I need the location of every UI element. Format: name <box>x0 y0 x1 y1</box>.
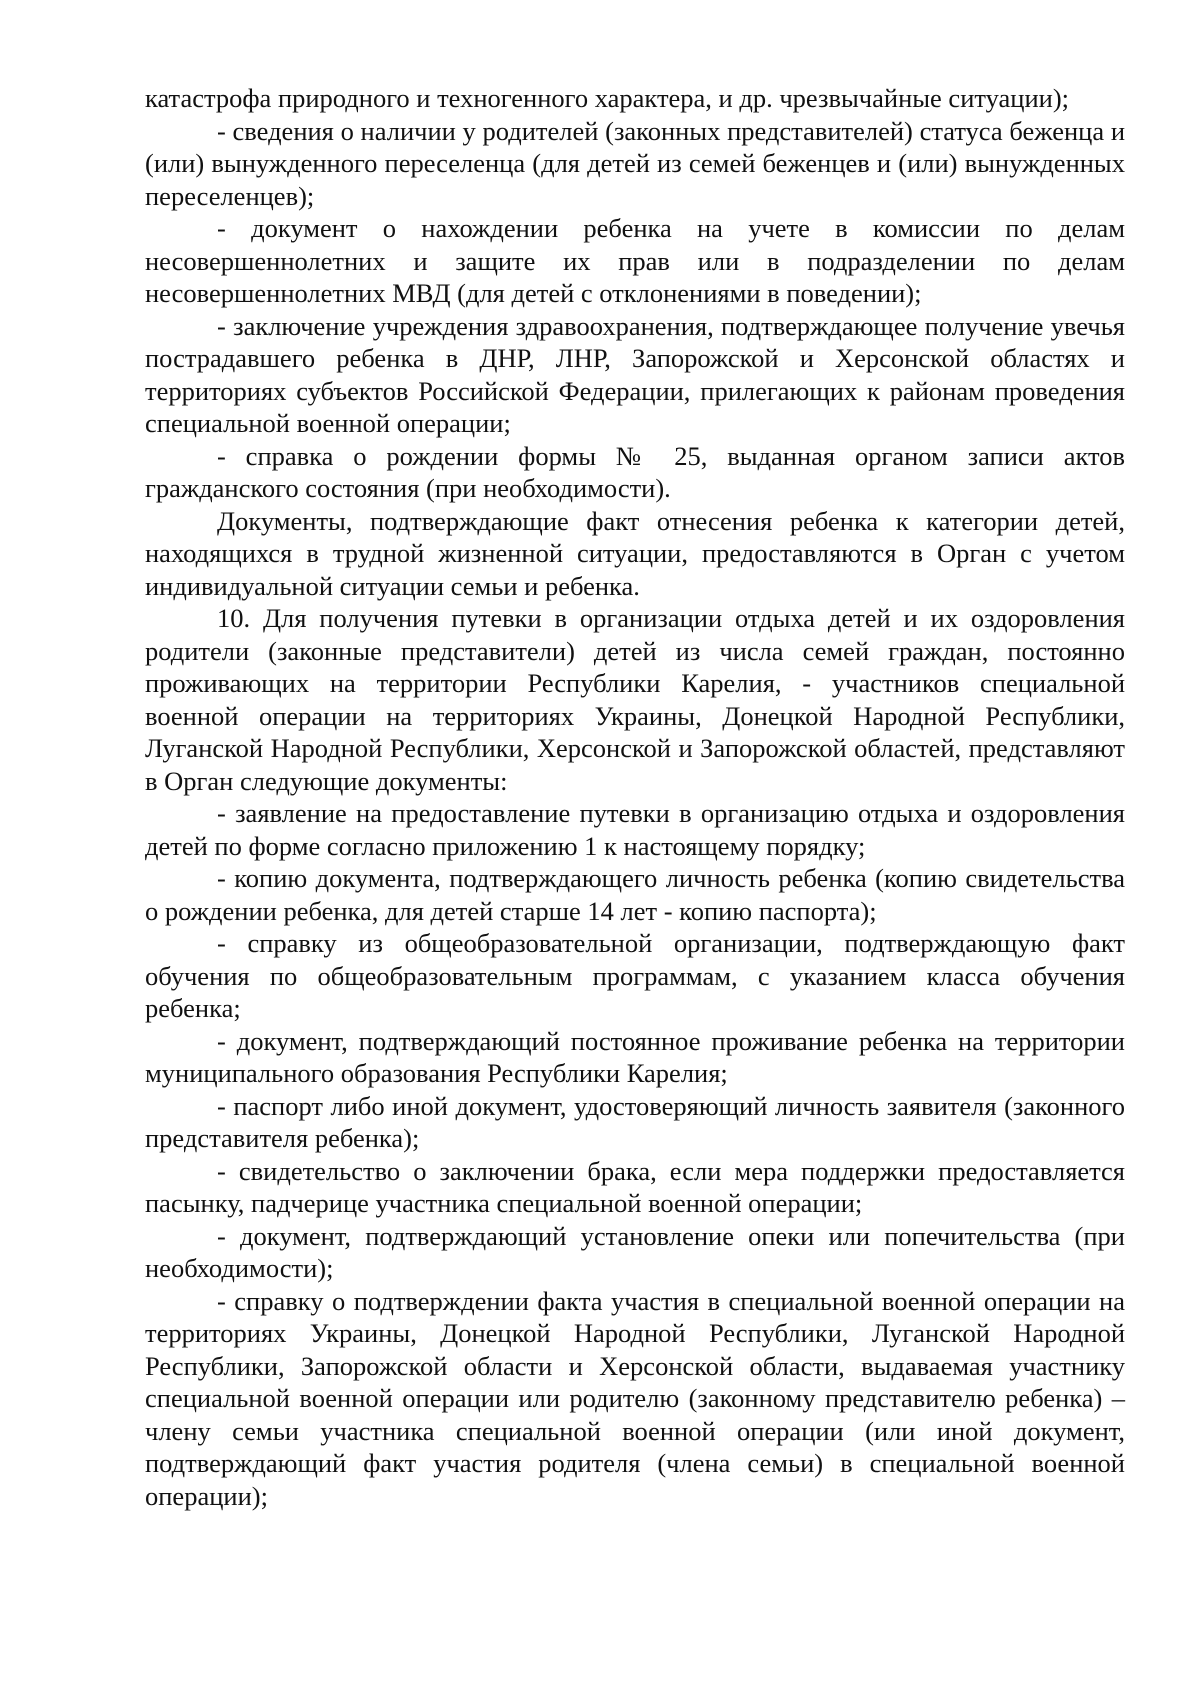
paragraph-13: - свидетельство о заключении брака, если мера поддержки предоставляется пасынку, падчерице участника специальной военной операции; <box>145 1155 1125 1218</box>
paragraph-5: - справка о рождении формы № 25, выданная органом записи актов гражданского состояния (при необходимости). <box>145 440 1125 503</box>
paragraph-9: - копию документа, подтверждающего личность ребенка (копию свидетельства о рождении ребенка, для детей старше 14 лет - копию паспорта); <box>145 863 1125 926</box>
paragraph-14: - документ, подтверждающий установление опеки или попечительства (при необходимости); <box>145 1220 1125 1283</box>
paragraph-1: катастрофа природного и техногенного характера, и др. чрезвычайные ситуации); <box>145 83 1070 113</box>
paragraph-6: Документы, подтверждающие факт отнесения ребенка к категории детей, находящихся в трудной жизненной ситуации, предоставляются в Орган с учетом индивидуальной ситуации семьи и ребенка. <box>145 505 1125 601</box>
paragraph-7: 10. Для получения путевки в организации отдыха детей и их оздоровления родители (законные представители) детей из числа семей граждан, постоянно проживающих на территории Республики Карелия, - участников специальной военной операции на территориях Украины, Донецкой Народной Республики, Луганской Народной Республики, Херсонской и Запорожской областей, представляют в Орган следующие документы: <box>145 603 1125 796</box>
paragraph-11: - документ, подтверждающий постоянное проживание ребенка на территории муниципального образования Республики Карелия; <box>145 1025 1125 1088</box>
paragraph-4: - заключение учреждения здравоохранения, подтверждающее получение увечья пострадавшего ребенка в ДНР, ЛНР, Запорожской и Херсонской областях и территориях субъектов Российской Федерации, прилегающих к районам проведения специальной военной операции; <box>145 310 1125 438</box>
paragraph-15: - справку о подтверждении факта участия в специальной военной операции на территориях Украины, Донецкой Народной Республики, Луганской Народной Республики, Запорожской области и Херсонской области, выдаваемая участнику специальной военной операции или родителю (законному представителю ребенка) – члену семьи участника специальной военной операции (или иной документ, подтверждающий факт участия родителя (члена семьи) в специальной военной операции); <box>145 1285 1125 1511</box>
paragraph-12: - паспорт либо иной документ, удостоверяющий личность заявителя (законного представителя ребенка); <box>145 1090 1125 1153</box>
paragraph-2: - сведения о наличии у родителей (законных представителей) статуса беженца и (или) вынужденного переселенца (для детей из семей беженцев и (или) вынужденных переселенцев); <box>145 115 1125 211</box>
paragraph-8: - заявление на предоставление путевки в организацию отдыха и оздоровления детей по форме согласно приложению 1 к настоящему порядку; <box>145 798 1125 861</box>
paragraph-10: - справку из общеобразовательной организации, подтверждающую факт обучения по общеобразовательным программам, с указанием класса обучения ребенка; <box>145 928 1125 1023</box>
document-page <box>145 82 1125 1512</box>
paragraph-3: - документ о нахождении ребенка на учете в комиссии по делам несовершеннолетних и защите их прав или в подразделении по делам несовершеннолетних МВД (для детей с отклонениями в поведении); <box>145 213 1125 308</box>
